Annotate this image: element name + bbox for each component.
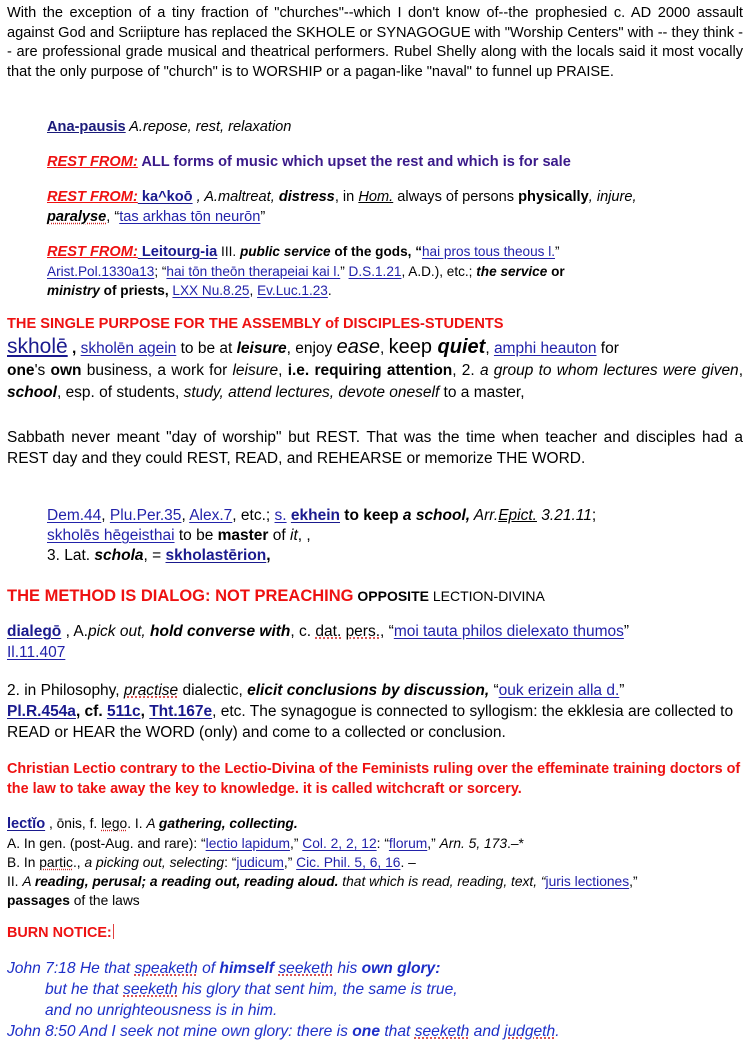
verse-judgeth: judgeth (504, 1023, 556, 1040)
s-link[interactable]: s. (274, 507, 287, 524)
philosophy-text: 2. in Philosophy, (7, 682, 124, 699)
lectio-text: , ōnis, f. (45, 816, 102, 831)
verse-seeketh: seeketh (278, 960, 333, 977)
skhole-own: own (50, 362, 82, 379)
skhole-text: 's (34, 362, 51, 379)
purpose-heading: THE SINGLE PURPOSE FOR THE ASSEMBLY of DISCIPLES-STUDENTS (7, 316, 504, 332)
kakoo-hom: Hom. (358, 189, 394, 205)
skhole-text: to a master, (439, 384, 525, 401)
skholes-link[interactable]: skholēs hēgeisthai (47, 527, 175, 544)
ekhein-link[interactable]: ekhein (290, 507, 340, 524)
lectio-a-text: ,” (289, 836, 303, 851)
link-511c[interactable]: 511c (106, 703, 141, 720)
dialego-converse: hold converse with (150, 623, 291, 640)
judicum-link[interactable]: judicum (236, 855, 284, 870)
skhole-text: to be at (176, 340, 237, 357)
skholen-agein-link[interactable]: skholēn agein (80, 340, 177, 357)
lectio-picking: a picking out, selecting (84, 855, 225, 870)
skhole-text: , (485, 340, 494, 357)
lectio-c-text: A (22, 874, 35, 889)
leitourgia-text: , (249, 283, 258, 298)
lectio-partic: partic (39, 855, 73, 870)
lectio-a-text: ,” (427, 836, 440, 851)
verse-speaketh: speaketh (134, 960, 198, 977)
plu-per-link[interactable]: Plu.Per.35 (109, 507, 182, 524)
philosophy-cf: , cf. (75, 703, 107, 720)
verse-own-glory: own glory: (361, 960, 441, 977)
refs-school: a school, (402, 507, 471, 524)
verse-one: one (352, 1023, 381, 1040)
leitourgia-text: ” (555, 244, 560, 259)
christian-lectio-paragraph: Christian Lectio contrary to the Lectio-Divina of the Feminists ruling over the effeminate training doctors of the law to take away the key to knowledge. it is called witchcraft or sorcery. (7, 761, 741, 797)
skhole-text: , enjoy (286, 340, 337, 357)
verse-text: of (197, 960, 220, 977)
kakoo-greek-link[interactable]: tas arkhas tōn neurōn (119, 208, 261, 225)
skhole-study: study, attend lectures, devote oneself (183, 384, 440, 401)
leitourgia-text: III. (217, 244, 240, 259)
method-heading-opposite: OPPOSITE (353, 588, 429, 604)
lectio-gathering: gathering, collecting. (158, 816, 298, 831)
leitourgia-text: or (547, 264, 565, 279)
lectio-lego: lego (101, 816, 128, 831)
verse-text: John 8:50 And I seek not mine own glory: there is (7, 1023, 353, 1040)
lectio-text: A (146, 816, 159, 831)
john-7-18-line-2 (7, 979, 743, 1000)
skhole-one: one (7, 362, 35, 379)
philosophy-paragraph (7, 680, 743, 743)
verse-himself: himself (219, 960, 275, 977)
tht-link[interactable]: Tht.167e (149, 703, 213, 720)
verse-text: John 7:18 He that (7, 960, 135, 977)
skhole-text: , esp. of students, (56, 384, 184, 401)
lectio-term[interactable]: lectĭo (7, 816, 46, 832)
verse-text: and (469, 1023, 505, 1040)
refs-text: to be (174, 527, 218, 544)
col-link[interactable]: Col. 2, 2, 12 (302, 836, 377, 851)
dialego-quote-link[interactable]: moi tauta philos dielexato thumos (393, 623, 624, 640)
leitourgia-text: ” (340, 264, 349, 279)
leitourgia-text: ; “ (154, 264, 167, 279)
skhole-school: school (7, 384, 57, 401)
method-heading-main: THE METHOD IS DIALOG: NOT PREACHING (7, 587, 354, 605)
verse-text: . (555, 1023, 560, 1040)
refs-text: , etc.; (232, 507, 275, 524)
leitourgia-text: , A.D.), etc.; (401, 264, 477, 279)
verse-seeketh: seeketh (123, 981, 178, 998)
lxx-link[interactable]: LXX Nu.8.25 (172, 283, 250, 298)
lectio-b-text: B. In (7, 855, 40, 870)
dialego-term[interactable]: dialegō (7, 623, 62, 640)
philosophy-text: , (140, 703, 150, 720)
refs-num: 3.21.11 (536, 507, 592, 524)
philosophy-practise: practise (123, 682, 179, 699)
burn-notice (7, 923, 743, 943)
alex-link[interactable]: Alex.7 (189, 507, 233, 524)
rest-from-music (47, 153, 743, 173)
john-verses (7, 958, 743, 1042)
lectio-b-text: ., (72, 855, 85, 870)
anapausis-entry (47, 118, 743, 138)
method-heading-lection: LECTION-DIVINA (428, 588, 545, 604)
john-8-50-line (7, 1021, 743, 1042)
lectio-c-text: of the laws (69, 893, 140, 908)
kakoo-text: , in (334, 189, 359, 205)
pl-r-link[interactable]: Pl.R.454a (7, 703, 76, 720)
leitourgia-ministry: ministry (47, 283, 100, 298)
lectio-b-text: : “ (224, 855, 237, 870)
lectio-c-text: that which is read, reading, text, “ (338, 874, 546, 889)
dialego-dat: dat. (315, 623, 342, 640)
skhole-text: , 2. (452, 362, 480, 379)
skholasterion-link[interactable]: skholastērion (165, 547, 267, 564)
ev-luc-link[interactable]: Ev.Luc.1.23 (257, 283, 328, 298)
lectio-b-text: ,” (283, 855, 297, 870)
dialego-text: , “ (380, 623, 394, 640)
dialego-pick-out: pick out, (87, 623, 151, 640)
skhole-text: business, a work for (81, 362, 233, 379)
dialego-text: , A. (61, 623, 88, 640)
lectio-passages: passages (7, 893, 70, 908)
skhole-ease: ease (336, 336, 380, 358)
philosophy-text: ” (619, 682, 625, 699)
sabbath-paragraph: Sabbath never meant "day of worship" but REST. That was the time when teacher and disciples had a REST day and they could REST, READ, and REHEARSE or memorize THE WORD. (7, 429, 743, 467)
refs-lat: 3. Lat. (47, 547, 95, 564)
lectio-b-text: . – (400, 855, 416, 870)
ouk-erizein-link[interactable]: ouk erizein alla d. (498, 682, 620, 699)
refs-text: , (266, 547, 271, 564)
kakoo-injure: , injure, (588, 189, 637, 205)
kakoo-quote: ” (260, 208, 266, 225)
dem-link[interactable]: Dem.44 (47, 507, 102, 524)
lectio-a-text: : “ (376, 836, 389, 851)
refs-keep: to keep (340, 507, 403, 524)
refs-text: , , (297, 527, 311, 544)
verse-text: that (380, 1023, 415, 1040)
skhole-leisure: leisure (236, 340, 287, 357)
intro-paragraph: With the exception of a tiny fraction of "churches"--which I don't know of--the prophesied c. AD 2000 assault against God and Scriipture has replaced the SKHOLE or SYNAGOGUE with "Worship Centers" with -- they think -- are professional grade musical and theatrical performers. Rubel Shelly along with the locals said it most vocally that the only purpose of "church" is to WORSHIP or a pagan-like "naval" to funnel up PRAISE. (7, 5, 743, 80)
skhole-text: , (67, 340, 81, 357)
verse-seeketh: seeketh (414, 1023, 470, 1040)
amphi-heauton-link[interactable]: amphi heauton (493, 340, 597, 357)
refs-arr: Arr. (470, 507, 499, 524)
kakoo-text: always of persons (393, 189, 519, 205)
kakoo-quote: , “ (106, 208, 120, 225)
arist-pol-link[interactable]: Arist.Pol.1330a13 (47, 264, 155, 279)
dialego-text: ” (623, 623, 630, 640)
burn-notice-text: BURN NOTICE: (7, 925, 112, 941)
rest-from-leitourgia (47, 242, 743, 300)
rest-from-label: REST FROM: (47, 154, 138, 170)
lectio-c-text: II. (7, 874, 23, 889)
leitourgia-greek-link[interactable]: hai pros tous theous l. (422, 244, 555, 259)
leitourgia-greek-link-2[interactable]: hai tōn theōn therapeiai kai l. (166, 264, 341, 279)
anapausis-term[interactable]: Ana-pausis (47, 119, 126, 135)
kakoo-physically: physically (518, 189, 589, 205)
skhole-text: , (738, 362, 743, 379)
rest-from-label: REST FROM: (47, 244, 138, 260)
leitourgia-text: of priests, (99, 283, 173, 298)
dialego-pers: pers. (345, 623, 381, 640)
rest-from-kakoo (47, 188, 743, 227)
lectio-arn: Arn. 5, 173 (439, 836, 508, 851)
kakoo-distress: distress (278, 189, 335, 205)
florum-link[interactable]: florum (388, 836, 428, 851)
skhole-text: , (278, 362, 288, 379)
john-7-18-line-1 (7, 958, 743, 979)
anapausis-def: A.repose, rest, relaxation (125, 119, 292, 135)
skhole-entry (7, 336, 743, 404)
kakoo-paralyse: paralyse (47, 208, 107, 225)
philosophy-text: dialectic, (178, 682, 248, 699)
leitourgia-service: the service (476, 264, 548, 279)
refs-master: master (217, 527, 269, 544)
iliad-link[interactable]: Il.11.407 (7, 644, 66, 661)
dialego-text: , c. (290, 623, 316, 640)
skhole-requiring: i.e. requiring attention (287, 362, 453, 379)
skhole-leisure-2: leisure (232, 362, 279, 379)
juris-lectiones-link[interactable]: juris lectiones (545, 874, 630, 889)
philosophy-elicit: elicit conclusions by discussion, (247, 682, 490, 699)
kakoo-def: , A.maltreat, (192, 189, 279, 205)
skhole-keep: keep (388, 336, 432, 358)
skhole-group: a group to whom lectures were given (479, 362, 739, 379)
lectio-a-text: A. In gen. (post-Aug. and rare): “ (7, 836, 206, 851)
refs-schola: schola (94, 547, 144, 564)
skhole-term[interactable]: skholē (7, 335, 68, 358)
skhole-text: for (596, 340, 619, 357)
john-7-18-line-3: and no unrighteousness is in him. (45, 1002, 278, 1019)
refs-text: , = (143, 547, 166, 564)
rest-from-music-text: ALL forms of music which upset the rest and which is for sale (137, 154, 571, 170)
refs-text: of (268, 527, 291, 544)
skhole-quiet: quiet (431, 336, 486, 358)
refs-epict: Epict. (498, 507, 537, 524)
rest-from-label: REST FROM: (47, 189, 138, 205)
dialego-entry (7, 621, 743, 663)
verse-text: his (332, 960, 362, 977)
method-heading (7, 585, 743, 608)
lectio-c-text: ,” (629, 874, 638, 889)
text-cursor (113, 924, 114, 939)
ds-link[interactable]: D.S.1.21 (348, 264, 402, 279)
lectio-lapidum-link[interactable]: lectio lapidum (205, 836, 290, 851)
philosophy-text: “ (489, 682, 499, 699)
refs-it: it (290, 527, 298, 544)
leitourgia-text: . (327, 283, 332, 298)
verse-text: his glory that sent him, the same is true, (177, 981, 458, 998)
lectio-a-text: .–* (507, 836, 524, 851)
lectio-entry (7, 814, 743, 910)
leitourgia-public-service: public service (239, 244, 331, 259)
verse-text: but he that (45, 981, 124, 998)
lectio-reading: reading, perusal; a reading out, reading aloud. (34, 874, 339, 889)
skhole-references: Dem.44, Plu.Per.35, Alex.7, etc.; s. ekhein to keep a school, Arr.Epict. 3.21.11; skholēs hēgeisthai to be master of it, , 3. Lat. schola, = skholastērion, (47, 507, 597, 564)
kakoo-term[interactable]: ka^koō (137, 189, 193, 205)
cic-phil-link[interactable]: Cic. Phil. 5, 6, 16 (296, 855, 401, 870)
leitourgia-text: of the gods, “ (330, 244, 422, 259)
refs-text: ; (591, 507, 597, 524)
lectio-text: . I. (127, 816, 147, 831)
leitourgia-term[interactable]: Leitourg-ia (137, 244, 218, 260)
skhole-text: , (379, 340, 389, 357)
philosophy-synagogue: , etc. The synagogue is connected to syllogism: the ekklesia are collected to READ or HEAR the WORD (only) and come to a collected or conclusion. (7, 703, 734, 741)
